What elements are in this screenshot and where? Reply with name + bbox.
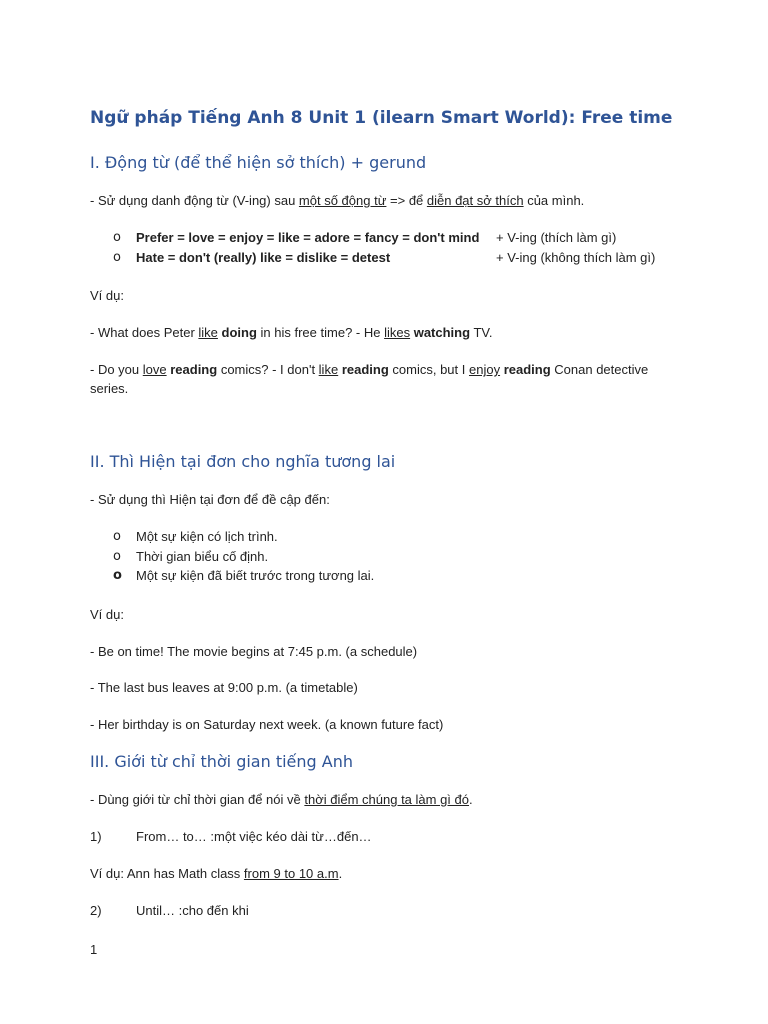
- example-text: in his free time? - He: [256, 325, 385, 340]
- example-bold: watching: [413, 325, 471, 340]
- example-bold: reading: [170, 362, 218, 377]
- example-bold: reading: [503, 362, 551, 377]
- intro-text: .: [469, 792, 473, 807]
- intro-text: của mình.: [523, 193, 585, 208]
- numbered-item-text: From… to… :một việc kéo dài từ…đến…: [136, 829, 372, 844]
- example-sentence: [90, 360, 680, 398]
- verb-list-item: Hate = don't (really) like = dislike = detest: [136, 250, 391, 265]
- bullet-icon: o: [113, 549, 121, 564]
- section-3-heading: III. Giới từ chỉ thời gian tiếng Anh: [90, 752, 353, 771]
- example-text: - What does Peter: [90, 325, 199, 340]
- section-2-intro: - Sử dụng thì Hiện tại đơn để đề cập đến:: [90, 492, 330, 507]
- section-2-heading: II. Thì Hiện tại đơn cho nghĩa tương lai: [90, 452, 396, 471]
- example-underlined: love: [142, 362, 167, 377]
- usage-list-item: Một sự kiện có lịch trình.: [136, 529, 278, 544]
- example-sentence: - The last bus leaves at 9:00 p.m. (a timetable): [90, 680, 358, 695]
- example-sentence: [90, 325, 492, 340]
- intro-underlined: diễn đạt sở thích: [426, 193, 524, 208]
- section-1-heading: I. Động từ (để thể hiện sở thích) + gerund: [90, 153, 427, 172]
- bullet-icon: o: [113, 250, 121, 265]
- bullet-icon: o: [113, 529, 121, 544]
- example-label: Ví dụ:: [90, 288, 124, 303]
- example-underlined: likes: [384, 325, 411, 340]
- document-title: Ngữ pháp Tiếng Anh 8 Unit 1 (ilearn Smart World): Free time: [90, 108, 673, 128]
- example-bold: reading: [341, 362, 389, 377]
- example-text: comics? - I don't: [217, 362, 319, 377]
- example-sentence: [90, 866, 342, 881]
- verb-list-note: + V-ing (không thích làm gì): [496, 250, 656, 265]
- bullet-icon: o: [113, 230, 121, 245]
- intro-underlined: một số động từ: [298, 193, 387, 208]
- page-number: 1: [90, 942, 98, 957]
- example-text: TV.: [470, 325, 493, 340]
- numbered-item-number: 1): [90, 829, 102, 844]
- example-bold: doing: [221, 325, 257, 340]
- example-underlined: like: [318, 362, 339, 377]
- verb-list-item: Prefer = love = enjoy = like = adore = fancy = don't mind: [136, 230, 480, 245]
- usage-list-item: Một sự kiện đã biết trước trong tương lai.: [136, 568, 375, 583]
- usage-list-item: Thời gian biểu cố định.: [136, 549, 269, 564]
- numbered-item-number: 2): [90, 903, 102, 918]
- intro-underlined: thời điểm chúng ta làm gì đó: [304, 792, 469, 807]
- example-text: - Do you: [90, 362, 143, 377]
- numbered-item-text: Until… :cho đến khi: [136, 903, 249, 918]
- intro-text: => để: [386, 193, 427, 208]
- example-label: Ví dụ:: [90, 607, 124, 622]
- example-underlined: from 9 to 10 a.m: [243, 866, 339, 881]
- example-underlined: like: [198, 325, 218, 340]
- section-3-intro: [90, 792, 473, 807]
- example-text: comics, but I: [388, 362, 469, 377]
- example-sentence: - Her birthday is on Saturday next week. (a known future fact): [90, 717, 444, 732]
- example-sentence: - Be on time! The movie begins at 7:45 p.m. (a schedule): [90, 644, 418, 659]
- example-text: Ví dụ: Ann has Math class: [90, 866, 244, 881]
- example-underlined: enjoy: [468, 362, 501, 377]
- section-1-intro: [90, 193, 584, 208]
- verb-list-note: + V-ing (thích làm gì): [496, 230, 617, 245]
- example-text: .: [338, 866, 343, 881]
- bullet-icon: o: [113, 568, 122, 583]
- intro-text: - Dùng giới từ chỉ thời gian để nói về: [90, 792, 305, 807]
- example-text: Conan detective series.: [90, 362, 649, 396]
- intro-text: - Sử dụng danh động từ (V-ing) sau: [90, 193, 299, 208]
